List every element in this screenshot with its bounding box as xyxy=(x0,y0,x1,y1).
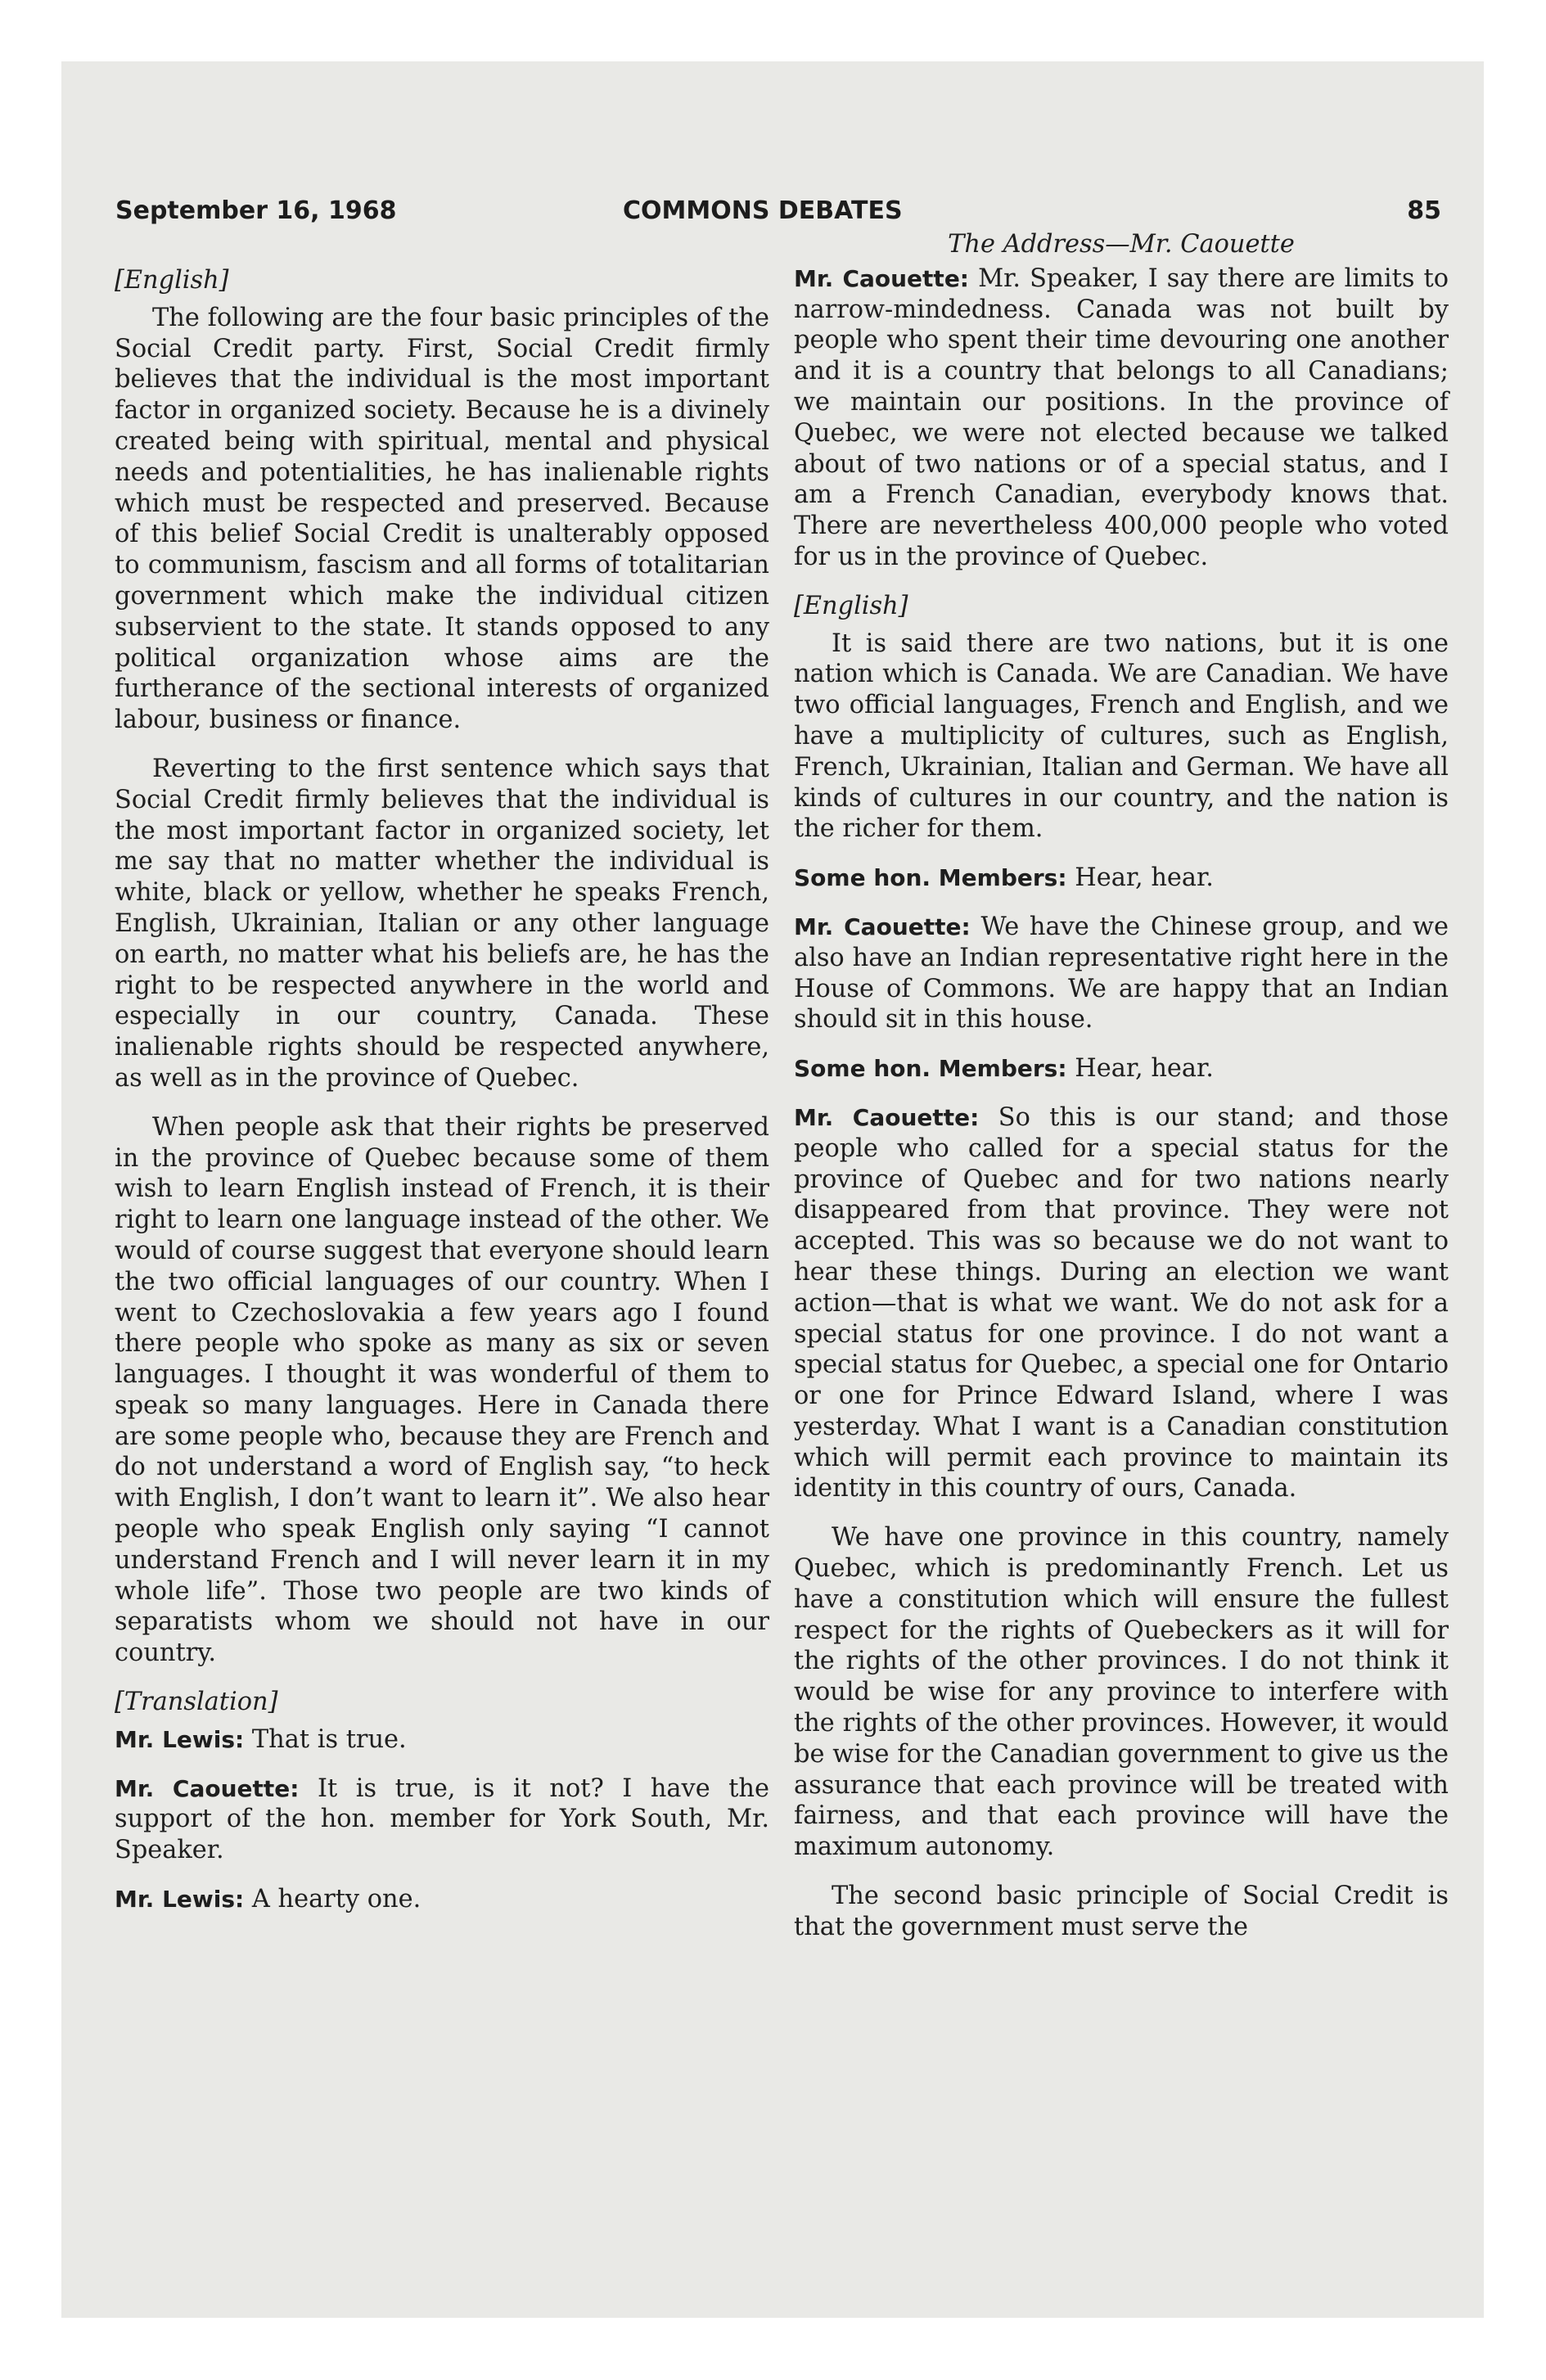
left-column xyxy=(115,265,769,1933)
section-subheading: The Address—Mr. Caouette xyxy=(948,230,1295,259)
header-date: September 16, 1968 xyxy=(115,196,397,225)
speaker-name: Mr. Lewis: xyxy=(115,1886,245,1913)
speaker-name: Mr. Caouette: xyxy=(794,264,970,292)
speaker-name: Mr. Caouette: xyxy=(794,1103,980,1131)
right-column xyxy=(794,229,1449,1961)
page-number: 85 xyxy=(1407,196,1441,225)
speech: Mr. Lewis: A hearty one. xyxy=(115,1885,421,1914)
speech: Mr. Caouette: We have the Chinese group, and we also have an Indian representative right here in the House of Commons. We are happy that an Indian should sit in this house. xyxy=(794,912,1449,1034)
paragraph: We have one province in this country, namely Quebec, which is predominantly French. Let us have a constitution which will ensure the fullest respect for the rights of Quebeckers as it will for the rights of the other provinces. I do not think it would be wise for any province to interfere with the rights of the other provinces. However, it would be wise for the Canadian government to give us the assurance that each province will be treated with fairness, and that each province will have the maximum autonomy. xyxy=(794,1523,1449,1862)
speaker-name: Some hon. Members: xyxy=(794,864,1067,892)
speaker-name: Some hon. Members: xyxy=(794,1055,1067,1083)
paragraph: The second basic principle of Social Credit is that the government must serve the xyxy=(794,1882,1449,1941)
paragraph: The following are the four basic principles of the Social Credit party. First, Social Credit firmly believes that the individual is the most important factor in organized society. Because he is a divinely created being with spiritual, mental and physical needs and potentialities, he has inalienable rights which must be respected and preserved. Because of this belief Social Credit is unalterably opposed to communism, fascism and all forms of totalitarian government which make the individual citizen subservient to the state. It stands opposed to any political organization whose aims are the furtherance of the sectional interests of organized labour, business or finance. xyxy=(115,303,769,735)
speech: Some hon. Members: Hear, hear. xyxy=(794,1054,1214,1084)
paragraph: When people ask that their rights be preserved in the province of Quebec because some of them wish to learn English instead of French, it is their right to learn one language instead of the other. We would of course suggest that everyone should learn the two official languages of our country. When I went to Czechoslovakia a few years ago I found there people who spoke as many as six or seven languages. I thought it was wonderful of them to speak so many languages. Here in Canada there are some people who, because they are French and do not understand a word of English say, “to heck with English, I don’t want to learn it”. We also hear people who speak English only saying “I cannot understand French and I will never learn it in my whole life”. Those two people are two kinds of separatists whom we should not have in our country. xyxy=(115,1112,769,1668)
speaker-name: Mr. Lewis: xyxy=(115,1725,245,1753)
paragraph: Reverting to the first sentence which says that Social Credit firmly believes that the individual is the most important factor in organized society, let me say that no matter whether the individual is white, black or yellow, whether he speaks French, English, Ukrainian, Italian or any other language on earth, no matter what his beliefs are, he has the right to be respected anywhere in the world and especially in our country, Canada. These inalienable rights should be respected anywhere, as well as in the province of Quebec. xyxy=(115,754,769,1093)
speaker-name: Mr. Caouette: xyxy=(115,1774,300,1802)
header-title: COMMONS DEBATES xyxy=(623,196,903,225)
paragraph: It is said there are two nations, but it is one nation which is Canada. We are Canadian. We have two official languages, French and English, and we have a multiplicity of cultures, such as English, French, Ukrainian, Italian and German. We have all kinds of cultures in our country, and the nation is the richer for them. xyxy=(794,629,1449,844)
language-tag: [English] xyxy=(115,266,229,295)
speech: Some hon. Members: Hear, hear. xyxy=(794,863,1214,893)
speech: Mr. Lewis: That is true. xyxy=(115,1724,407,1754)
speech: Mr. Caouette: So this is our stand; and those people who called for a special status for the province of Quebec and for two nations nearly disappeared from that province. They were not accepted. This was so because we do not want to hear these things. During an election we want action—that is what we want. We do not ask for a special status for one province. I do not want a special status for Quebec, a special one for Ontario or one for Prince Edward Island, where I was yesterday. What I want is a Canadian constitution which will permit each province to maintain its identity in this country of ours, Canada. xyxy=(794,1102,1449,1503)
speech: Mr. Caouette: Mr. Speaker, I say there are limits to narrow-mindedness. Canada was not built by people who spent their time devouring one another and it is a country that belongs to all Canadians; we maintain our positions. In the province of Quebec, we were not elected because we talked about of two nations or of a special status, and I am a French Canadian, everybody knows that. There are nevertheless 400,000 people who voted for us in the province of Quebec. xyxy=(794,264,1449,571)
language-tag: [Translation] xyxy=(115,1688,278,1717)
speech: Mr. Caouette: It is true, is it not? I have the support of the hon. member for York South, Mr. Speaker. xyxy=(115,1774,769,1865)
speaker-name: Mr. Caouette: xyxy=(794,913,971,940)
language-tag: [English] xyxy=(794,591,908,620)
